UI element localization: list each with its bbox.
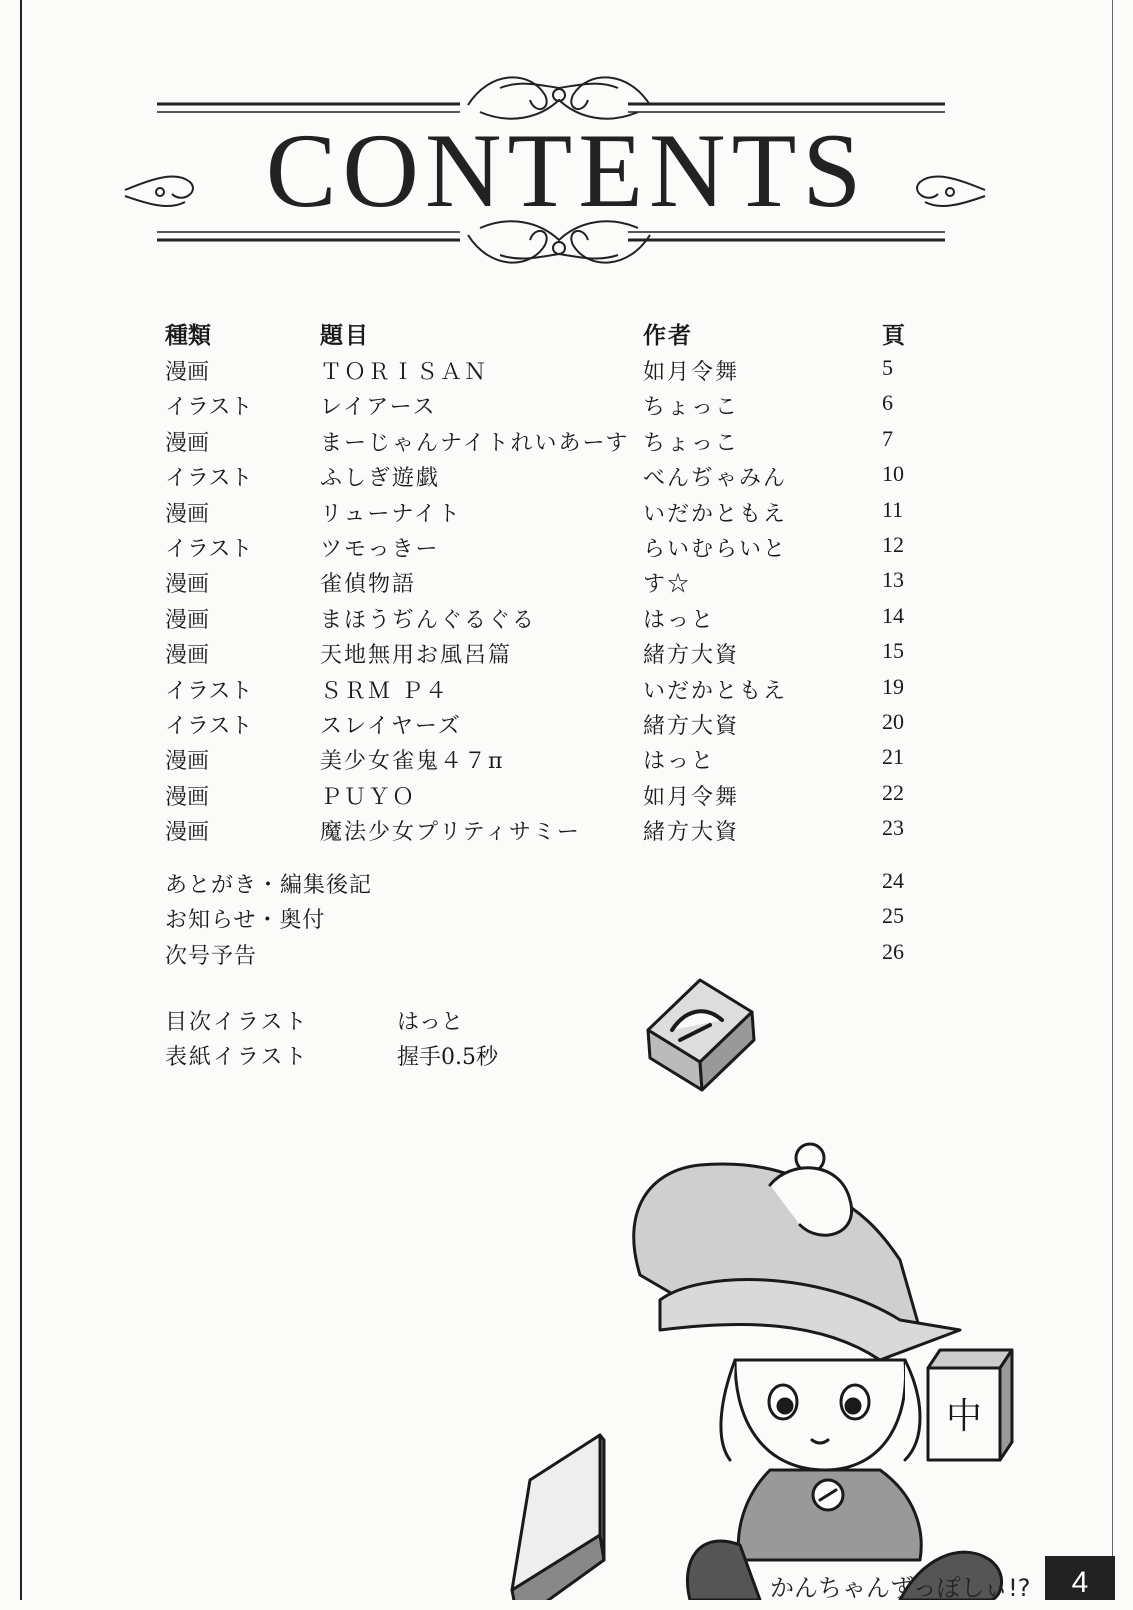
extra-label: あとがき・編集後記 bbox=[165, 873, 373, 898]
row-page: 15 bbox=[882, 638, 904, 664]
row-title: ＳＲＭ Ｐ４ bbox=[320, 678, 449, 704]
toc-row bbox=[165, 390, 925, 425]
extra-page: 24 bbox=[882, 868, 904, 893]
toc-row bbox=[165, 603, 925, 638]
extra-label: 次号予告 bbox=[165, 943, 258, 969]
row-type: 漫画 bbox=[165, 430, 210, 456]
toc-row bbox=[165, 567, 925, 602]
row-type: 漫画 bbox=[165, 607, 210, 633]
tile-glyph: 中 bbox=[946, 1396, 983, 1437]
row-title: ツモっきー bbox=[320, 536, 440, 562]
row-title: レイアース bbox=[320, 395, 437, 421]
row-page: 20 bbox=[882, 708, 904, 734]
extra-page: 25 bbox=[882, 903, 904, 929]
row-author: 如月令舞 bbox=[643, 784, 740, 810]
row-author: ちょっこ bbox=[643, 395, 740, 421]
row-author: 如月令舞 bbox=[643, 360, 740, 385]
row-page: 10 bbox=[882, 461, 904, 487]
row-page: 14 bbox=[882, 602, 904, 628]
toc-row bbox=[165, 709, 925, 744]
mahjong-tile-icon bbox=[512, 1435, 604, 1600]
row-author: らいむらいと bbox=[643, 536, 788, 562]
row-author: ちょっこ bbox=[643, 430, 740, 456]
row-author: べんぢゃみん bbox=[643, 466, 788, 492]
row-title: まほうぢんぐるぐる bbox=[320, 607, 537, 633]
row-page: 11 bbox=[882, 496, 904, 522]
credit-label: 目次イラスト bbox=[165, 1010, 309, 1035]
row-type: 漫画 bbox=[165, 820, 210, 846]
row-type: 漫画 bbox=[165, 784, 210, 810]
row-type: イラスト bbox=[165, 713, 253, 739]
toc-row bbox=[165, 426, 925, 461]
row-page: 21 bbox=[882, 744, 904, 770]
row-author: はっと bbox=[643, 607, 716, 633]
row-type: 漫画 bbox=[165, 749, 210, 775]
row-type: 漫画 bbox=[165, 360, 210, 385]
book-title: かんちゃんずっぽしぃ!? bbox=[770, 1574, 1031, 1602]
row-page: 7 bbox=[882, 425, 893, 451]
toc-row bbox=[165, 497, 925, 532]
row-title: まーじゃんナイトれいあーす bbox=[320, 430, 630, 456]
credit-label: 表紙イラスト bbox=[165, 1045, 309, 1070]
page-number: 4 bbox=[1045, 1556, 1115, 1600]
row-author: 緒方大資 bbox=[643, 643, 740, 669]
toc-header-row bbox=[165, 317, 925, 355]
extra-label: お知らせ・奥付 bbox=[165, 908, 326, 934]
row-author: 緒方大資 bbox=[643, 820, 740, 846]
row-title: リューナイト bbox=[320, 501, 462, 527]
credit-name: はっと bbox=[397, 1010, 464, 1035]
toc-row bbox=[165, 815, 925, 850]
toc-row bbox=[165, 674, 925, 709]
row-type: イラスト bbox=[165, 395, 253, 421]
credit-name: 握手0.5秒 bbox=[397, 1045, 498, 1070]
toc-table bbox=[165, 317, 925, 850]
row-author: はっと bbox=[643, 749, 716, 775]
row-author: いだかともえ bbox=[643, 501, 788, 527]
row-title: 美少女雀鬼４７π bbox=[320, 749, 505, 775]
character-illustration bbox=[480, 955, 1100, 1600]
row-type: 漫画 bbox=[165, 643, 210, 669]
extra-row bbox=[165, 903, 925, 938]
row-page: 5 bbox=[882, 355, 893, 380]
row-title: 天地無用お風呂篇 bbox=[320, 643, 513, 669]
header-type: 種類 bbox=[165, 322, 211, 349]
row-page: 23 bbox=[882, 815, 904, 841]
extra-page: 26 bbox=[882, 938, 904, 964]
toc-row bbox=[165, 532, 925, 567]
toc-row bbox=[165, 461, 925, 496]
row-page: 12 bbox=[882, 531, 904, 557]
row-author: す☆ bbox=[643, 572, 692, 598]
row-page: 6 bbox=[882, 390, 893, 416]
row-page: 19 bbox=[882, 673, 904, 699]
row-type: 漫画 bbox=[165, 501, 210, 527]
row-title: 雀偵物語 bbox=[320, 572, 417, 598]
mahjong-tile-icon bbox=[648, 980, 754, 1090]
row-title: ＴＯＲＩＳＡＮ bbox=[320, 360, 489, 385]
toc-row bbox=[165, 780, 925, 815]
row-title: ＰＵＹＯ bbox=[320, 784, 417, 810]
header-author: 作者 bbox=[643, 322, 693, 349]
row-page: 22 bbox=[882, 779, 904, 805]
row-type: イラスト bbox=[165, 678, 253, 704]
row-title: ふしぎ遊戯 bbox=[320, 466, 441, 492]
toc-row bbox=[165, 355, 925, 390]
header-title: 題目 bbox=[320, 322, 370, 349]
row-title: スレイヤーズ bbox=[320, 713, 462, 739]
row-type: イラスト bbox=[165, 466, 253, 492]
page-title: CONTENTS bbox=[265, 112, 868, 229]
row-author: 緒方大資 bbox=[643, 713, 740, 739]
row-page: 13 bbox=[882, 567, 904, 593]
toc-row bbox=[165, 638, 925, 673]
extra-row bbox=[165, 868, 925, 903]
row-title: 魔法少女プリティサミー bbox=[320, 820, 581, 846]
toc-row bbox=[165, 744, 925, 779]
row-author: いだかともえ bbox=[643, 678, 788, 704]
row-type: イラスト bbox=[165, 536, 253, 562]
header-page: 頁 bbox=[882, 322, 905, 349]
row-type: 漫画 bbox=[165, 572, 210, 598]
